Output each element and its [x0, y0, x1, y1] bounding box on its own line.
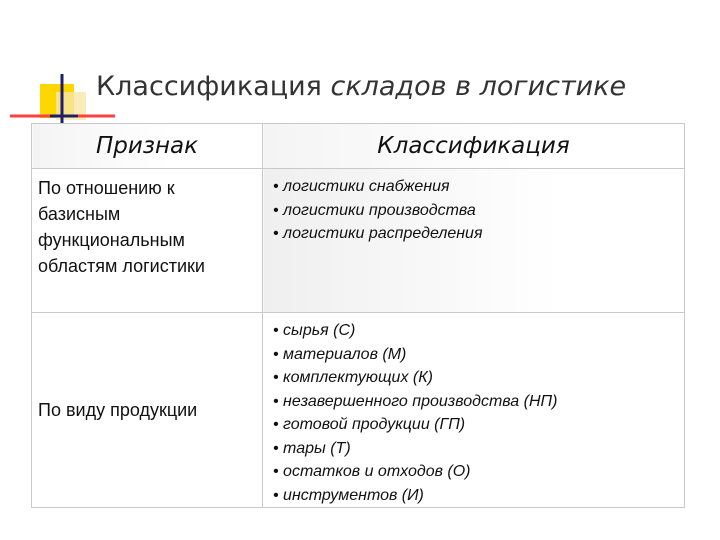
row-criterion: По отношению к базисным функциональным областям логистики	[32, 169, 263, 313]
title-regular: Классификация	[96, 71, 322, 102]
list-item: • инструментов (И)	[273, 486, 424, 504]
list-item: • готовой продукции (ГП)	[273, 416, 466, 433]
list-item: • незавершенного производства (НП)	[273, 392, 558, 410]
table-row	[32, 169, 685, 313]
table-header-row	[32, 124, 685, 169]
list-item: • логистики снабжения	[273, 178, 450, 195]
title-italic: складов в логистике	[330, 71, 627, 102]
list-item: • логистики производства	[273, 201, 476, 219]
row-classification-list	[263, 169, 685, 313]
classification-table	[31, 123, 685, 508]
list-item: • сырья (С)	[273, 322, 356, 339]
list-item: • материалов (М)	[273, 345, 407, 363]
table-row	[32, 313, 685, 508]
header-criterion: Признак	[32, 124, 263, 169]
list-item: • логистики распределения	[273, 225, 483, 242]
list-item: • тары (Т)	[273, 439, 351, 457]
row-criterion: По виду продукции	[32, 313, 263, 508]
row-classification-list	[263, 313, 685, 508]
header-classification: Классификация	[263, 124, 685, 169]
page-title	[96, 72, 626, 102]
list-item: • остатков и отходов (О)	[273, 463, 471, 480]
list-item: • комплектующих (К)	[273, 369, 433, 386]
